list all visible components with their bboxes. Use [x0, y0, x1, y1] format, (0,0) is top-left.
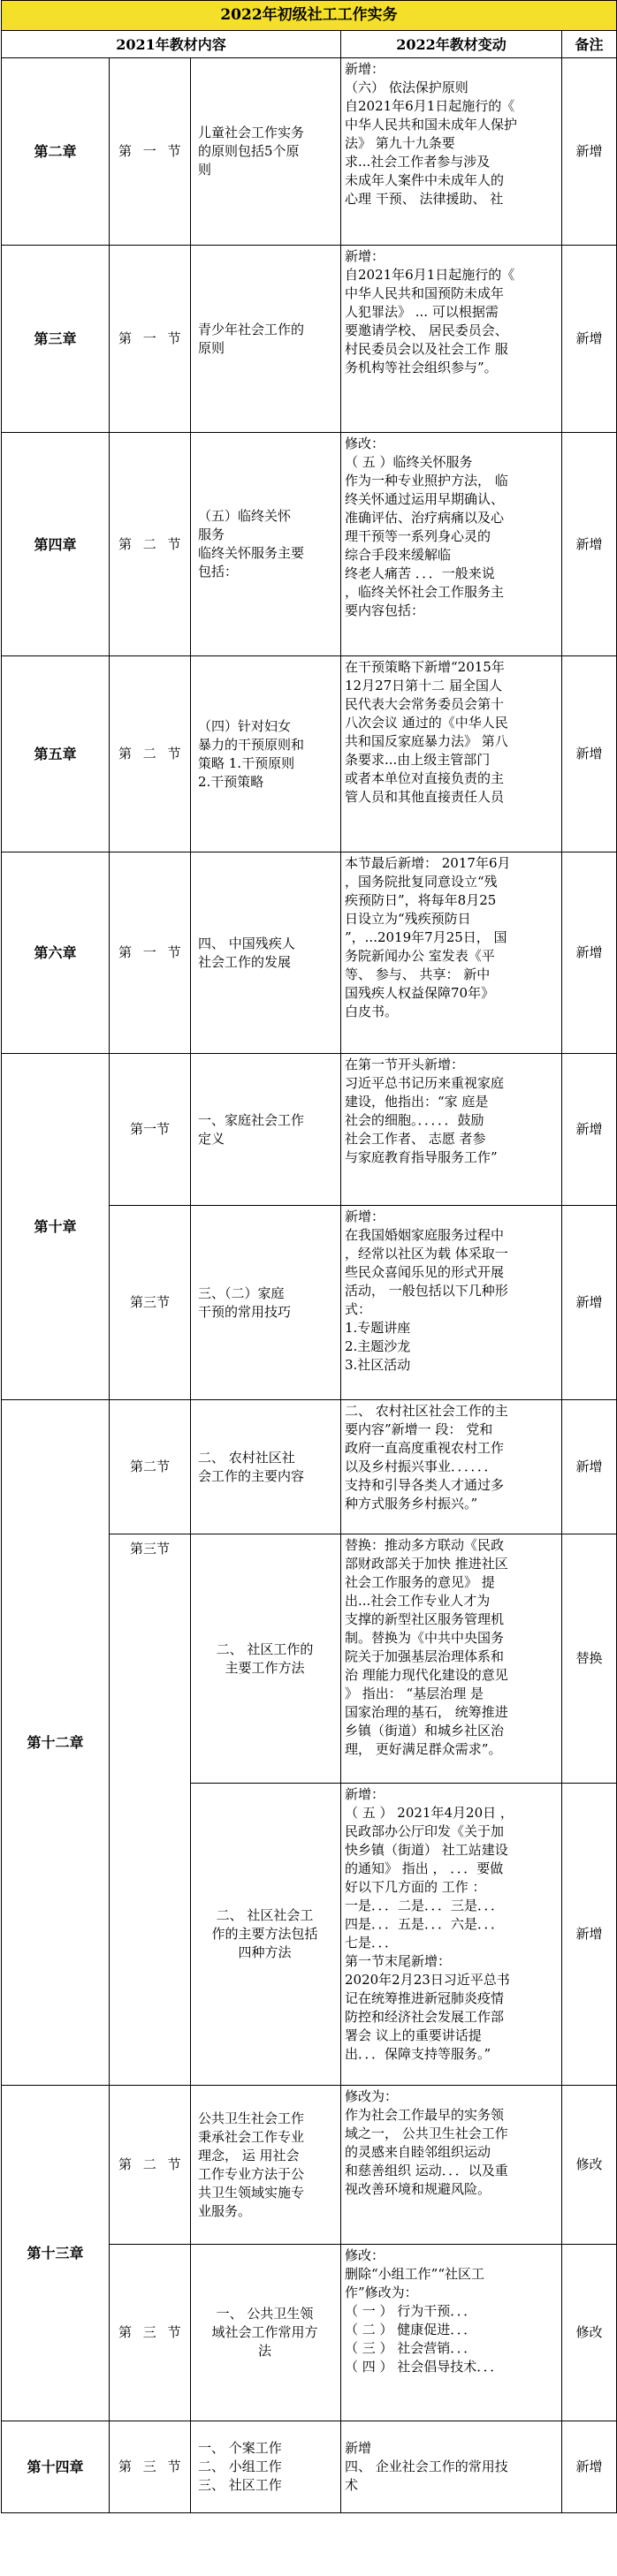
- change-line: 七是．．．: [345, 1935, 399, 1951]
- section-cell: 第一节: [110, 1054, 191, 1206]
- old-content-line: 策略 1.干预原则: [198, 754, 295, 771]
- change-line: 习近平总书记历来重视家庭: [345, 1075, 505, 1091]
- old-content-line: 共卫生领域实施专: [198, 2184, 305, 2201]
- change-line: 四、 企业社会工作的常用技: [345, 2459, 508, 2474]
- change-line: 中华人民共和国未成年人保护: [345, 117, 518, 133]
- change-line: （六） 依法保护原则: [345, 80, 468, 95]
- header-2021-content: 2021年教材内容: [2, 31, 341, 58]
- change-line: （ 三 ） 社会营销．．．: [345, 2340, 477, 2356]
- change-line: 本节最后新增： 2017年6月: [345, 855, 511, 871]
- table-title: 2022年初级社工工作实务: [2, 1, 617, 31]
- old-content-cell: [191, 2421, 341, 2513]
- chapter-cell: 第二章: [2, 58, 110, 246]
- change-line: 12月27日第十二 届全国人: [345, 678, 502, 693]
- change-cell: [341, 2421, 562, 2513]
- change-line: 在第一节开头新增：: [345, 1057, 465, 1072]
- old-content-line: 原则: [198, 339, 225, 356]
- change-line: 自2021年6月1日起施行的《: [345, 98, 515, 114]
- change-line: 以及乡村振兴事业．．．．．．: [345, 1458, 498, 1474]
- old-content-line: 业服务。: [198, 2202, 252, 2219]
- remark-cell: 新增: [562, 2421, 617, 2513]
- section-cell: 第 一 节: [110, 852, 191, 1054]
- old-content-cell: [191, 1054, 341, 1206]
- change-line: 理干预等一系列身心灵的: [345, 528, 491, 544]
- old-content-line: 域社会工作常用方: [211, 2324, 318, 2340]
- old-content-line: 干预的常用技巧: [198, 1303, 292, 1320]
- change-line: 务机构等社会组织参与”。: [345, 360, 498, 375]
- remark-cell: 修改: [562, 2245, 617, 2421]
- table-row: [2, 2086, 617, 2245]
- change-line: 中华人民共和国预防未成年: [345, 285, 505, 301]
- change-line: 视改善环境和规避风险。: [345, 2181, 491, 2197]
- change-line: （ 一 ） 行为干预．．．: [345, 2303, 477, 2319]
- change-line: 二、 农村社区社会工作的主: [345, 1403, 508, 1419]
- change-line: （ 二 ） 健康促进．．．: [345, 2322, 477, 2337]
- old-content-line: 四种方法: [238, 1944, 292, 1960]
- chapter-cell: 第四章: [2, 433, 110, 656]
- change-line: 删除“小组工作”“社区工: [345, 2266, 485, 2282]
- old-content-line: 理念， 运 用社会: [198, 2147, 300, 2163]
- change-line: 综合手段来缓解临: [345, 547, 452, 563]
- old-content-line: 儿童社会工作实务: [198, 125, 305, 140]
- old-content-cell: [191, 246, 341, 433]
- change-line: （ 五 ）临终关怀服务: [345, 454, 473, 470]
- change-line: 好以下几方面的 工作 ：: [345, 1879, 486, 1895]
- change-cell: [341, 58, 562, 246]
- change-cell: [341, 852, 562, 1054]
- remark-cell: 新增: [562, 433, 617, 656]
- change-line: 记在统筹推进新冠肺炎疫情: [345, 1990, 505, 2006]
- change-line: 与家庭教育指导服务工作”: [345, 1149, 498, 1165]
- change-line: 一是．．．二是．．．三是．．．: [345, 1898, 505, 1913]
- table-row: [2, 58, 617, 246]
- change-line: 活动， 一般包括以下几种形: [345, 1283, 508, 1299]
- old-content-line: 主要工作方法: [225, 1659, 305, 1676]
- change-line: 务院新闻办公 室发表《平: [345, 948, 495, 964]
- change-line: 等、 参与、 共享： 新中: [345, 966, 491, 982]
- remark-cell: 新增: [562, 1400, 617, 1534]
- change-line: 和慈善组织 运动．．．以及重: [345, 2163, 508, 2178]
- change-line: 新增：: [345, 1208, 385, 1224]
- change-line: 要内容包括：: [345, 602, 425, 618]
- change-cell: [341, 1206, 562, 1400]
- change-line: 防控和经济社会发展工作部: [345, 2009, 505, 2025]
- change-line: （ 五 ） 2021年4月20日 ，: [345, 1805, 514, 1821]
- change-line: 1.专题讲座: [345, 1320, 411, 1336]
- old-content-line: 服务: [198, 527, 225, 542]
- change-line: 社会工作者、 志愿 者参: [345, 1131, 486, 1147]
- change-line: 心理 干预、 法律援助、 社: [345, 191, 504, 207]
- change-line: 未成年人案件中未成年人的: [345, 172, 505, 188]
- old-content-line: 社会工作的发展: [198, 953, 292, 970]
- old-content-line: 定义: [198, 1130, 225, 1147]
- old-content-cell: [191, 58, 341, 246]
- section-cell: 第 一 节: [110, 246, 191, 433]
- old-content-line: （四）针对妇女: [198, 717, 292, 734]
- old-content-line: 秉承社会工作专业: [198, 2128, 305, 2145]
- change-line: 求...社会工作者参与涉及: [345, 154, 491, 170]
- change-line: 要邀请学校、 居民委员会、: [345, 322, 508, 338]
- section-cell: 第 一 节: [110, 58, 191, 246]
- change-line: 理， 更好满足群众需求”。: [345, 1741, 502, 1757]
- old-content-line: 2.干预策略: [198, 773, 264, 790]
- table-row: [2, 1400, 617, 1534]
- old-content-line: 暴力的干预原则和: [198, 736, 305, 753]
- change-line: 支撑的新型社区服务管理机: [345, 1611, 505, 1627]
- old-content-line: 的原则包括5个原: [198, 143, 300, 159]
- change-line: 人犯罪法》 ... 可以根据需: [345, 304, 499, 320]
- change-line: 终关怀通过运用早期确认、: [345, 491, 505, 507]
- change-line: 部财政部关于加快 推进社区: [345, 1556, 508, 1572]
- change-line: 疾预防日”，将每年8月25: [345, 892, 497, 908]
- change-line: 法》 第九十九条要: [345, 135, 455, 151]
- change-line: 八次会议 通过的《中华人民: [345, 715, 508, 731]
- remark-cell: 新增: [562, 246, 617, 433]
- section-cell: 第 二 节: [110, 656, 191, 852]
- change-line: 些民众喜闻乐见的形式开展: [345, 1264, 505, 1280]
- chapter-cell: 第五章: [2, 656, 110, 852]
- change-line: 在干预策略下新增“2015年: [345, 659, 505, 675]
- old-content-cell: [191, 1400, 341, 1534]
- old-content-line: 临终关怀服务主要: [198, 545, 305, 561]
- old-content-line: 法: [257, 2343, 271, 2359]
- table-row: [2, 656, 617, 852]
- change-line: 白皮书。: [345, 1004, 399, 1019]
- change-line: 民政部办公厅印发《关于加: [345, 1823, 505, 1839]
- change-line: ”，...2019年7月25日， 国: [345, 929, 507, 945]
- old-content-cell: [191, 1206, 341, 1400]
- table-row: [2, 433, 617, 656]
- change-line: 的灵感来自睦邻组织运动: [345, 2144, 491, 2160]
- change-line: 域之一， 公共卫生社会工作: [345, 2125, 508, 2141]
- old-content-line: 二、 小组工作: [198, 2459, 282, 2474]
- old-content-line: 一、 个案工作: [198, 2440, 282, 2456]
- change-line: 治 理能力现代化建设的意见: [345, 1667, 508, 1683]
- remark-cell: 新增: [562, 1054, 617, 1206]
- old-content-line: 公共卫生社会工作: [198, 2110, 305, 2126]
- section-cell: 第三节: [110, 1206, 191, 1400]
- change-cell: [341, 1400, 562, 1534]
- chapter-cell: 第六章: [2, 852, 110, 1054]
- old-content-cell: [191, 2245, 341, 2421]
- change-cell: [341, 2245, 562, 2421]
- table-row: [2, 1054, 617, 1206]
- change-line: 院关于加强基层治理体系和: [345, 1648, 505, 1664]
- change-line: 准确评估、治疗病痛以及心: [345, 510, 505, 526]
- section-cell: 第 三 节: [110, 2245, 191, 2421]
- change-line: 终老人痛苦 ．．．一般来说: [345, 565, 495, 581]
- table-row: [2, 852, 617, 1054]
- change-line: （ 四 ） 社会倡导技术．．．: [345, 2359, 504, 2375]
- header-2022-changes: 2022年教材变动: [341, 31, 562, 58]
- change-line: 村民委员会以及社会工作 服: [345, 341, 508, 357]
- change-line: 条要求...由上级主管部门: [345, 752, 491, 768]
- old-content-line: 一、家庭社会工作: [198, 1111, 305, 1128]
- change-cell: [341, 2086, 562, 2245]
- changes-table: [1, 0, 617, 2513]
- change-line: 修改为：: [345, 2088, 399, 2104]
- header-remark: 备注: [562, 31, 617, 58]
- old-content-line: 作的主要方法包括: [211, 1926, 318, 1942]
- change-line: 政府一直高度重视农村工作: [345, 1440, 505, 1456]
- section-cell: 第 二 节: [110, 2086, 191, 2245]
- change-line: 署会 议上的重要讲话提: [345, 2027, 482, 2043]
- old-content-line: 二、 社区工作的: [216, 1640, 314, 1657]
- remark-cell: 替换: [562, 1534, 617, 1784]
- change-line: 国家治理的基石， 统筹推进: [345, 1704, 508, 1720]
- change-line: ，国务院批复同意设立“残: [345, 874, 498, 890]
- change-line: 快乡镇（街道） 社工站建设: [345, 1842, 508, 1858]
- chapter-cell: 第十四章: [2, 2421, 110, 2513]
- chapter-cell: 第十二章: [2, 1400, 110, 2086]
- change-line: 乡镇（街道）和城乡社区治: [345, 1723, 505, 1739]
- old-content-cell: [191, 2086, 341, 2245]
- change-line: 国残疾人权益保障70年》: [345, 985, 495, 1001]
- table-row: [2, 2421, 617, 2513]
- change-line: 共和国反家庭暴力法》 第八: [345, 733, 508, 749]
- change-line: 新增：: [345, 248, 385, 264]
- change-line: 出...社会工作专业人才为: [345, 1593, 491, 1609]
- change-line: ，经常以社区为载 体采取一: [345, 1246, 508, 1261]
- change-line: 日设立为“残疾预防日: [345, 911, 471, 927]
- old-content-line: 二、 社区社会工: [216, 1907, 314, 1923]
- change-line: 种方式服务乡村振兴。”: [345, 1496, 478, 1512]
- old-content-cell: [191, 433, 341, 656]
- remark-cell: 新增: [562, 852, 617, 1054]
- old-content-line: 青少年社会工作的: [198, 321, 305, 337]
- chapter-cell: 第十章: [2, 1054, 110, 1400]
- change-line: 修改：: [345, 2247, 385, 2263]
- change-line: 支持和引导各类人才通过多: [345, 1477, 505, 1493]
- change-line: 出．．．保障支持等服务。”: [345, 2046, 491, 2062]
- change-line: 制。替换为《中共中央国务: [345, 1630, 505, 1646]
- change-line: 四是．．．五是．．．六是．．．: [345, 1916, 505, 1932]
- change-line: 新增: [345, 2440, 372, 2456]
- change-line: 》 指出： “基层治理 是: [345, 1686, 484, 1701]
- chapter-cell: 第三章: [2, 246, 110, 433]
- change-line: 2020年2月23日习近平总书: [345, 1972, 510, 1988]
- old-content-cell: [191, 656, 341, 852]
- old-content-line: 则: [198, 162, 212, 178]
- change-cell: [341, 1784, 562, 2086]
- change-line: 管人员和其他直接责任人员: [345, 789, 505, 805]
- change-line: ，临终关怀社会工作服务主: [345, 584, 505, 600]
- change-cell: [341, 1534, 562, 1784]
- change-line: 替换：推动多方联动《民政: [345, 1537, 505, 1553]
- change-line: 社会的细胞。．．．．．鼓励: [345, 1112, 484, 1128]
- change-line: 2.主题沙龙: [345, 1338, 411, 1354]
- section-cell: 第三节: [110, 1534, 191, 2086]
- change-line: 第一节末尾新增：: [345, 1953, 452, 1969]
- old-content-line: （五）临终关怀: [198, 508, 292, 524]
- remark-cell: 新增: [562, 1206, 617, 1400]
- old-content-line: 三、（二）家庭: [198, 1284, 285, 1301]
- change-line: 建设，他指出：“家 庭是: [345, 1094, 489, 1110]
- section-cell: 第 二 节: [110, 433, 191, 656]
- change-line: 或者本单位对直接负责的主: [345, 770, 505, 786]
- old-content-cell: [191, 852, 341, 1054]
- old-content-line: 一、 公共卫生领: [216, 2306, 314, 2322]
- change-line: 社会工作服务的意见》 提: [345, 1574, 495, 1590]
- change-line: 要内容”新增一 段： 党和: [345, 1421, 493, 1437]
- remark-cell: 修改: [562, 2086, 617, 2245]
- change-line: 的通知》 指出 ， ．．．要做: [345, 1860, 504, 1876]
- table-row: [2, 246, 617, 433]
- old-content-line: 二、 农村社区社: [198, 1449, 295, 1466]
- old-content-line: 会工作的主要内容: [198, 1467, 305, 1484]
- old-content-line: 工作专业方法于公: [198, 2165, 305, 2182]
- change-line: 新增：: [345, 61, 385, 77]
- change-line: 民代表大会常务委员会第十: [345, 696, 505, 712]
- change-line: 作为一种专业照护方法， 临: [345, 473, 508, 489]
- change-line: 新增：: [345, 1786, 385, 1802]
- change-line: 在我国婚姻家庭服务过程中: [345, 1227, 505, 1243]
- change-line: 自2021年6月1日起施行的《: [345, 267, 515, 283]
- old-content-line: 四、 中国残疾人: [198, 935, 295, 951]
- remark-cell: 新增: [562, 58, 617, 246]
- change-line: 修改：: [345, 436, 385, 451]
- chapter-cell: 第十三章: [2, 2086, 110, 2421]
- remark-cell: 新增: [562, 1784, 617, 2086]
- change-line: 式：: [345, 1301, 372, 1317]
- old-content-line: 三、 社区工作: [198, 2477, 282, 2493]
- remark-cell: 新增: [562, 656, 617, 852]
- old-content-line: 包括：: [198, 564, 239, 580]
- change-line: 术: [345, 2477, 359, 2493]
- change-cell: [341, 246, 562, 433]
- old-content-cell: [191, 1534, 341, 1784]
- change-line: 作为社会工作最早的实务领: [345, 2107, 505, 2123]
- section-cell: 第 三 节: [110, 2421, 191, 2513]
- change-line: 3.社区活动: [345, 1357, 411, 1373]
- section-cell: 第二节: [110, 1400, 191, 1534]
- change-cell: [341, 433, 562, 656]
- change-cell: [341, 656, 562, 852]
- change-cell: [341, 1054, 562, 1206]
- change-line: 作”修改为：: [345, 2284, 418, 2300]
- old-content-cell: [191, 1784, 341, 2086]
